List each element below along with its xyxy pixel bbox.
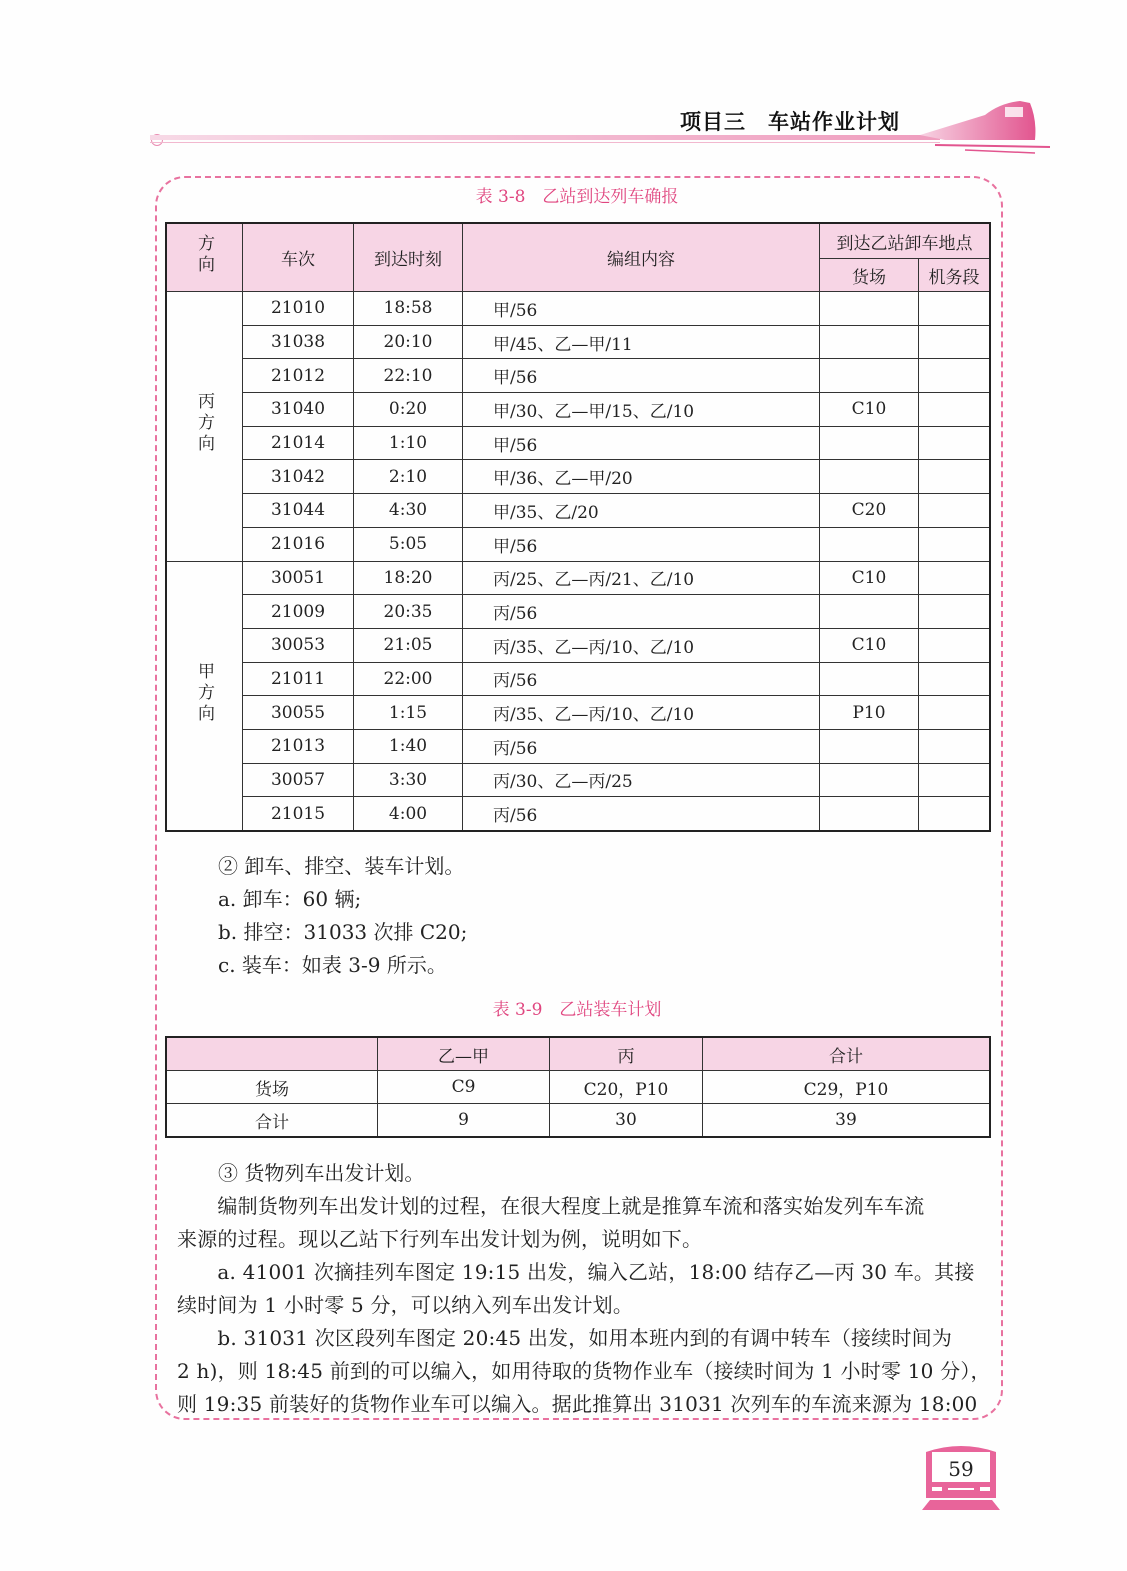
table-row <box>166 1104 990 1138</box>
composition-cell: 丙/56 <box>463 797 820 831</box>
direction-label: 甲方向 <box>194 661 214 725</box>
train-number-cell: 21015 <box>243 797 354 831</box>
train-number-cell: 30053 <box>243 628 354 662</box>
direction-cell <box>166 561 243 831</box>
freight-yard-cell: C20 <box>820 494 919 528</box>
body-line: 2 h)，则 18:45 前到的可以编入，如用待取的货物作业车（接续时间为 1 小时零 10 分）， <box>177 1359 991 1383</box>
page-number: 59 <box>948 1457 974 1481</box>
depot-cell <box>919 460 991 494</box>
table-row <box>166 325 990 359</box>
train-logo-icon <box>915 95 1055 155</box>
depot-cell <box>919 292 991 326</box>
train-number-cell: 31040 <box>243 393 354 427</box>
table-row <box>166 662 990 696</box>
cell: C9 <box>378 1071 550 1104</box>
train-number-cell: 21012 <box>243 359 354 393</box>
header-composition: 编组内容 <box>463 223 820 292</box>
arrival-time-cell: 1:10 <box>354 426 463 460</box>
list-item-3: ③ 货物列车出发计划。 <box>218 1161 425 1185</box>
composition-cell: 丙/30、乙—丙/25 <box>463 763 820 797</box>
depot-cell <box>919 696 991 730</box>
freight-yard-cell: C10 <box>820 393 919 427</box>
body-line: a. 41001 次摘挂列车图定 19:15 出发，编入乙站，18:00 结存乙—丙 30 车。其接 <box>177 1260 975 1284</box>
header-rule-thin <box>150 142 940 143</box>
arrival-report-table <box>165 222 991 832</box>
freight-yard-cell <box>820 426 919 460</box>
table-row <box>166 696 990 730</box>
train-number-cell: 30055 <box>243 696 354 730</box>
composition-cell: 甲/56 <box>463 359 820 393</box>
header-arrival-time: 到达时刻 <box>354 223 463 292</box>
header-depot: 机务段 <box>919 259 991 292</box>
cell: 9 <box>378 1104 550 1138</box>
table-row <box>166 797 990 831</box>
train-number-cell: 21011 <box>243 662 354 696</box>
arrival-time-cell: 2:10 <box>354 460 463 494</box>
list-item-2: ② 卸车、排空、装车计划。 <box>218 854 465 878</box>
depot-cell <box>919 797 991 831</box>
cell: C29，P10 <box>703 1071 991 1104</box>
freight-yard-cell <box>820 595 919 629</box>
arrival-time-cell: 1:40 <box>354 729 463 763</box>
t39-header-total: 合计 <box>703 1037 991 1071</box>
composition-cell: 甲/36、乙—甲/20 <box>463 460 820 494</box>
freight-yard-cell <box>820 359 919 393</box>
composition-cell: 丙/35、乙—丙/10、乙/10 <box>463 628 820 662</box>
freight-yard-cell <box>820 662 919 696</box>
body-line: 编制货物列车出发计划的过程，在很大程度上就是推算车流和落实始发列车车流 <box>177 1194 925 1218</box>
t39-header-blank <box>166 1037 378 1071</box>
arrival-time-cell: 4:30 <box>354 494 463 528</box>
depot-cell <box>919 561 991 595</box>
train-number-cell: 21014 <box>243 426 354 460</box>
train-number-cell: 31038 <box>243 325 354 359</box>
table-3-9-caption: 表 3-9 乙站装车计划 <box>492 1000 662 1020</box>
arrival-time-cell: 1:15 <box>354 696 463 730</box>
page-number-badge <box>920 1440 1002 1512</box>
depot-cell <box>919 527 991 561</box>
freight-yard-cell: C10 <box>820 628 919 662</box>
freight-yard-cell <box>820 527 919 561</box>
train-number-cell: 21016 <box>243 527 354 561</box>
train-number-cell: 30051 <box>243 561 354 595</box>
composition-cell: 甲/45、乙—甲/11 <box>463 325 820 359</box>
arrival-time-cell: 20:35 <box>354 595 463 629</box>
depot-cell <box>919 426 991 460</box>
train-number-cell: 31044 <box>243 494 354 528</box>
composition-cell: 丙/35、乙—丙/10、乙/10 <box>463 696 820 730</box>
depot-cell <box>919 359 991 393</box>
freight-yard-cell <box>820 729 919 763</box>
table-row <box>166 292 990 326</box>
composition-cell: 甲/56 <box>463 527 820 561</box>
table-row <box>166 426 990 460</box>
table-row <box>166 763 990 797</box>
list-item-a: a. 卸车：60 辆; <box>218 887 362 911</box>
cell: C20，P10 <box>550 1071 703 1104</box>
header-train: 车次 <box>243 223 354 292</box>
cell: 30 <box>550 1104 703 1138</box>
body-line: 续时间为 1 小时零 5 分，可以纳入列车出发计划。 <box>177 1293 634 1317</box>
composition-cell: 丙/25、乙—丙/21、乙/10 <box>463 561 820 595</box>
freight-yard-cell <box>820 797 919 831</box>
arrival-time-cell: 0:20 <box>354 393 463 427</box>
composition-cell: 丙/56 <box>463 662 820 696</box>
train-number-cell: 31042 <box>243 460 354 494</box>
loading-plan-table <box>165 1036 991 1138</box>
list-item-c: c. 装车：如表 3-9 所示。 <box>218 953 447 977</box>
table-row <box>166 460 990 494</box>
t39-header-yi-jia: 乙—甲 <box>378 1037 550 1071</box>
table-row <box>166 628 990 662</box>
header-direction: 方向 <box>166 223 243 292</box>
direction-cell <box>166 292 243 562</box>
cell: 合计 <box>166 1104 378 1138</box>
composition-cell: 丙/56 <box>463 729 820 763</box>
depot-cell <box>919 763 991 797</box>
table-row <box>166 527 990 561</box>
body-line: b. 31031 次区段列车图定 20:45 出发，如用本班内到的有调中转车（接续时间为 <box>177 1326 953 1350</box>
composition-cell: 丙/56 <box>463 595 820 629</box>
train-number-cell: 21013 <box>243 729 354 763</box>
arrival-time-cell: 20:10 <box>354 325 463 359</box>
table-row <box>166 561 990 595</box>
freight-yard-cell <box>820 292 919 326</box>
direction-label: 丙方向 <box>194 392 214 456</box>
depot-cell <box>919 662 991 696</box>
depot-cell <box>919 729 991 763</box>
t39-header-bing: 丙 <box>550 1037 703 1071</box>
header-freight-yard: 货场 <box>820 259 919 292</box>
depot-cell <box>919 494 991 528</box>
chapter-header-title: 项目三 车站作业计划 <box>680 110 900 134</box>
table-row <box>166 1071 990 1104</box>
depot-cell <box>919 325 991 359</box>
table-row <box>166 595 990 629</box>
composition-cell: 甲/30、乙—甲/15、乙/10 <box>463 393 820 427</box>
composition-cell: 甲/56 <box>463 426 820 460</box>
table-row <box>166 393 990 427</box>
arrival-time-cell: 22:00 <box>354 662 463 696</box>
cell: 39 <box>703 1104 991 1138</box>
table-row <box>166 494 990 528</box>
composition-cell: 甲/56 <box>463 292 820 326</box>
table-row <box>166 729 990 763</box>
freight-yard-cell <box>820 460 919 494</box>
list-item-b: b. 排空：31033 次排 C20; <box>218 920 468 944</box>
body-line: 来源的过程。现以乙站下行列车出发计划为例，说明如下。 <box>177 1227 703 1251</box>
composition-cell: 甲/35、乙/20 <box>463 494 820 528</box>
depot-cell <box>919 595 991 629</box>
arrival-time-cell: 4:00 <box>354 797 463 831</box>
train-number-cell: 21010 <box>243 292 354 326</box>
body-line: 则 19:35 前装好的货物作业车可以编入。据此推算出 31031 次列车的车流来源为 18:00 <box>177 1392 978 1416</box>
arrival-time-cell: 5:05 <box>354 527 463 561</box>
freight-yard-cell <box>820 763 919 797</box>
table-row <box>166 359 990 393</box>
freight-yard-cell: P10 <box>820 696 919 730</box>
header-unload-location: 到达乙站卸车地点 <box>820 223 991 259</box>
train-number-cell: 21009 <box>243 595 354 629</box>
freight-yard-cell: C10 <box>820 561 919 595</box>
depot-cell <box>919 393 991 427</box>
table-3-8-caption: 表 3-8 乙站到达列车确报 <box>475 187 679 207</box>
depot-cell <box>919 628 991 662</box>
arrival-time-cell: 18:20 <box>354 561 463 595</box>
arrival-time-cell: 21:05 <box>354 628 463 662</box>
header-rule <box>150 135 940 140</box>
freight-yard-cell <box>820 325 919 359</box>
arrival-time-cell: 3:30 <box>354 763 463 797</box>
arrival-time-cell: 18:58 <box>354 292 463 326</box>
train-number-cell: 30057 <box>243 763 354 797</box>
arrival-time-cell: 22:10 <box>354 359 463 393</box>
cell: 货场 <box>166 1071 378 1104</box>
